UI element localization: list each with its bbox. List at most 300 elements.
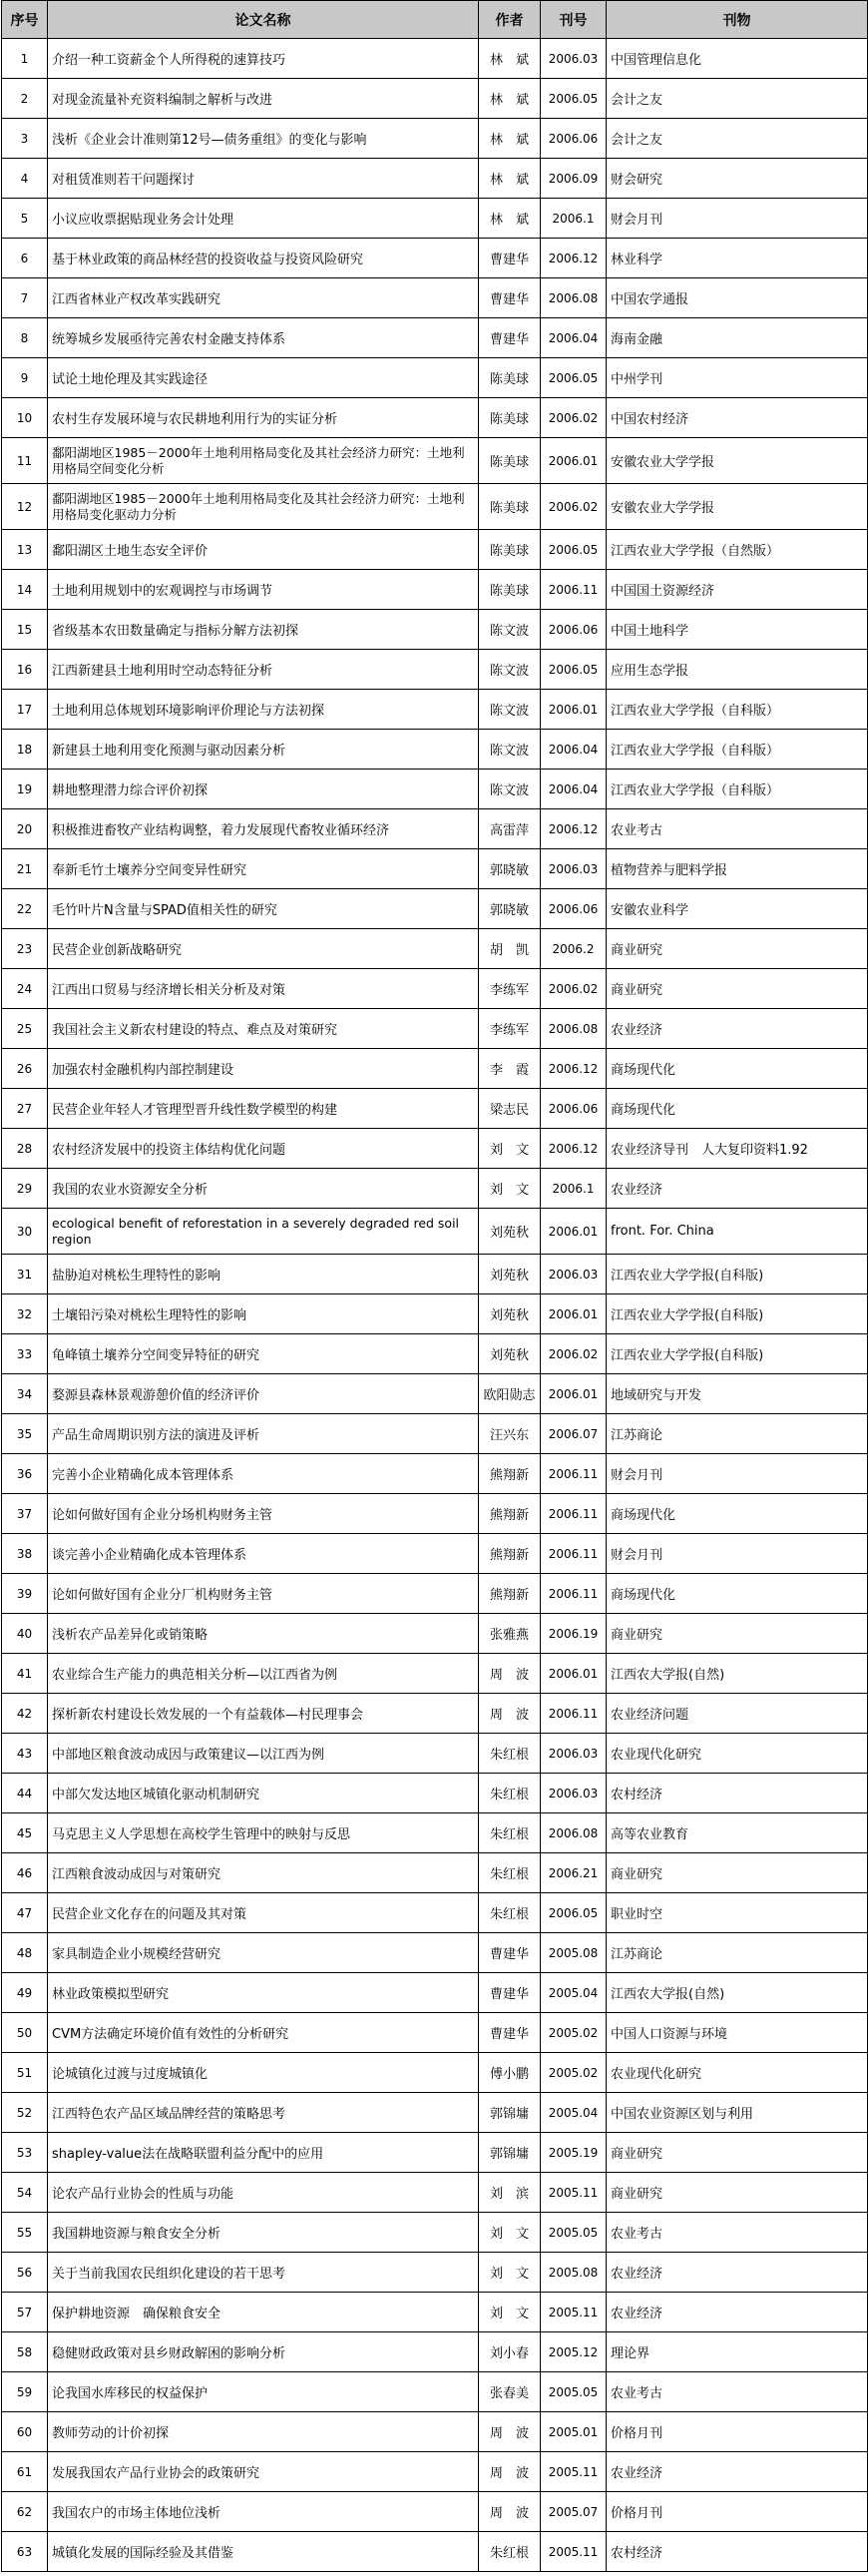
- cell-author: 曹建华: [479, 239, 541, 278]
- cell-author: 陈美球: [479, 438, 541, 484]
- cell-issue: 2005.19: [541, 2133, 607, 2173]
- table-row: [2, 239, 868, 278]
- cell-no: 53: [2, 2133, 48, 2173]
- cell-journal: 安徽农业科学: [607, 889, 868, 929]
- cell-title: 家具制造企业小规模经营研究: [48, 1933, 479, 1973]
- cell-issue: 2006.03: [541, 849, 607, 889]
- cell-title: 江西省林业产权改革实践研究: [48, 278, 479, 318]
- cell-author: 熊翔新: [479, 1534, 541, 1574]
- cell-author: 曹建华: [479, 278, 541, 318]
- cell-title: CVM方法确定环境价值有效性的分析研究: [48, 2013, 479, 2053]
- cell-author: 高雷萍: [479, 809, 541, 849]
- cell-issue: 2005.12: [541, 2332, 607, 2372]
- cell-no: 40: [2, 1614, 48, 1654]
- table-row: [2, 1694, 868, 1734]
- cell-journal: 商业研究: [607, 2133, 868, 2173]
- cell-journal: 江西农业大学学报(自科版): [607, 1255, 868, 1294]
- cell-issue: 2006.05: [541, 650, 607, 690]
- cell-issue: 2005.08: [541, 1933, 607, 1973]
- cell-no: 43: [2, 1734, 48, 1774]
- cell-journal: 会计之友: [607, 119, 868, 159]
- cell-title: 稳健财政政策对县乡财政解困的影响分析: [48, 2332, 479, 2372]
- cell-no: 33: [2, 1334, 48, 1374]
- cell-author: 刘 文: [479, 2293, 541, 2332]
- cell-no: 56: [2, 2253, 48, 2293]
- cell-no: 58: [2, 2332, 48, 2372]
- cell-author: 朱红根: [479, 1774, 541, 1813]
- cell-journal: 财会研究: [607, 159, 868, 199]
- cell-author: 熊翔新: [479, 1574, 541, 1614]
- table-row: [2, 650, 868, 690]
- table-row: [2, 1813, 868, 1853]
- cell-title: 林业政策模拟型研究: [48, 1973, 479, 2013]
- cell-issue: 2005.11: [541, 2293, 607, 2332]
- cell-no: 9: [2, 358, 48, 398]
- table-row: [2, 969, 868, 1009]
- table-row: [2, 849, 868, 889]
- cell-title: 对现金流量补充资料编制之解析与改进: [48, 79, 479, 119]
- cell-no: 23: [2, 929, 48, 969]
- cell-issue: 2006.01: [541, 1374, 607, 1414]
- cell-author: 曹建华: [479, 1973, 541, 2013]
- cell-journal: 商场现代化: [607, 1089, 868, 1129]
- cell-author: 陈美球: [479, 530, 541, 570]
- cell-no: 31: [2, 1255, 48, 1294]
- cell-author: 欧阳勋志: [479, 1374, 541, 1414]
- table-row: [2, 438, 868, 484]
- cell-title: 介绍一种工资薪金个人所得税的速算技巧: [48, 39, 479, 79]
- cell-no: 44: [2, 1774, 48, 1813]
- cell-issue: 2006.11: [541, 1534, 607, 1574]
- cell-author: 陈美球: [479, 398, 541, 438]
- header-title: 论文名称: [48, 1, 479, 39]
- cell-title: 积极推进畜牧产业结构调整，着力发展现代畜牧业循环经济: [48, 809, 479, 849]
- cell-journal: 农业经济: [607, 1169, 868, 1209]
- cell-title: 谈完善小企业精确化成本管理体系: [48, 1534, 479, 1574]
- cell-issue: 2006.01: [541, 438, 607, 484]
- cell-journal: 商业研究: [607, 1614, 868, 1654]
- cell-title: 试论土地伦理及其实践途径: [48, 358, 479, 398]
- table-row: [2, 530, 868, 570]
- cell-author: 林 斌: [479, 199, 541, 239]
- cell-journal: 商业研究: [607, 1853, 868, 1893]
- table-row: [2, 1614, 868, 1654]
- cell-issue: 2006.11: [541, 570, 607, 610]
- cell-journal: 安徽农业大学学报: [607, 484, 868, 530]
- table-row: [2, 39, 868, 79]
- cell-no: 4: [2, 159, 48, 199]
- cell-journal: 中国农村经济: [607, 398, 868, 438]
- cell-title: 我国社会主义新农村建设的特点、难点及对策研究: [48, 1009, 479, 1049]
- cell-issue: 2006.21: [541, 1853, 607, 1893]
- cell-issue: 2006.01: [541, 1294, 607, 1334]
- cell-journal: 农业经济: [607, 2293, 868, 2332]
- header-journal: 刊物: [607, 1, 868, 39]
- cell-title: 江西特色农产品区域品牌经营的策略思考: [48, 2093, 479, 2133]
- cell-author: 李练军: [479, 1009, 541, 1049]
- table-row: [2, 730, 868, 770]
- cell-no: 38: [2, 1534, 48, 1574]
- cell-issue: 2006.06: [541, 610, 607, 650]
- cell-journal: 职业时空: [607, 1893, 868, 1933]
- cell-author: 陈美球: [479, 358, 541, 398]
- cell-journal: 农业经济问题: [607, 1694, 868, 1734]
- cell-author: 林 斌: [479, 39, 541, 79]
- table-row: [2, 1494, 868, 1534]
- cell-issue: 2006.02: [541, 1334, 607, 1374]
- cell-issue: 2005.07: [541, 2492, 607, 2532]
- cell-journal: 商场现代化: [607, 1574, 868, 1614]
- cell-title: 论农产品行业协会的性质与功能: [48, 2173, 479, 2213]
- table-row: [2, 199, 868, 239]
- header-row: [2, 1, 868, 39]
- table-row: [2, 1089, 868, 1129]
- cell-issue: 2006.11: [541, 1454, 607, 1494]
- cell-title: 毛竹叶片N含量与SPAD值相关性的研究: [48, 889, 479, 929]
- cell-title: 我国农户的市场主体地位浅析: [48, 2492, 479, 2532]
- table-row: [2, 610, 868, 650]
- cell-journal: front. For. China: [607, 1209, 868, 1255]
- cell-issue: 2005.11: [541, 2452, 607, 2492]
- cell-journal: 财会月刊: [607, 1454, 868, 1494]
- cell-issue: 2005.05: [541, 2372, 607, 2412]
- cell-title: 中部地区粮食波动成因与政策建议—以江西为例: [48, 1734, 479, 1774]
- cell-author: 周 波: [479, 2412, 541, 2452]
- cell-title: 农村生存发展环境与农民耕地利用行为的实证分析: [48, 398, 479, 438]
- cell-no: 62: [2, 2492, 48, 2532]
- cell-author: 熊翔新: [479, 1494, 541, 1534]
- cell-no: 61: [2, 2452, 48, 2492]
- table-row: [2, 1534, 868, 1574]
- cell-no: 54: [2, 2173, 48, 2213]
- cell-author: 郭晓敏: [479, 849, 541, 889]
- table-row: [2, 119, 868, 159]
- cell-author: 刘小春: [479, 2332, 541, 2372]
- cell-issue: 2005.11: [541, 2532, 607, 2572]
- table-row: [2, 318, 868, 358]
- cell-issue: 2006.07: [541, 1414, 607, 1454]
- cell-no: 27: [2, 1089, 48, 1129]
- cell-author: 周 波: [479, 1654, 541, 1694]
- cell-no: 18: [2, 730, 48, 770]
- cell-issue: 2006.08: [541, 1009, 607, 1049]
- table-row: [2, 1893, 868, 1933]
- cell-no: 2: [2, 79, 48, 119]
- table-row: [2, 358, 868, 398]
- cell-journal: 价格月刊: [607, 2412, 868, 2452]
- cell-no: 22: [2, 889, 48, 929]
- cell-journal: 中国管理信息化: [607, 39, 868, 79]
- cell-journal: 江西农业大学学报（自科版）: [607, 770, 868, 809]
- cell-journal: 商场现代化: [607, 1494, 868, 1534]
- cell-title: 龟峰镇土壤养分空间变异特征的研究: [48, 1334, 479, 1374]
- cell-journal: 农业现代化研究: [607, 2053, 868, 2093]
- cell-author: 胡 凯: [479, 929, 541, 969]
- cell-issue: 2006.05: [541, 358, 607, 398]
- cell-journal: 商场现代化: [607, 1049, 868, 1089]
- cell-title: 土地利用规划中的宏观调控与市场调节: [48, 570, 479, 610]
- table-row: [2, 1334, 868, 1374]
- cell-author: 朱红根: [479, 1734, 541, 1774]
- cell-author: 刘 文: [479, 2253, 541, 2293]
- cell-journal: 中国国土资源经济: [607, 570, 868, 610]
- table-row: [2, 1255, 868, 1294]
- cell-title: 小议应收票据贴现业务会计处理: [48, 199, 479, 239]
- table-row: [2, 278, 868, 318]
- cell-issue: 2005.02: [541, 2053, 607, 2093]
- table-row: [2, 889, 868, 929]
- table-row: [2, 79, 868, 119]
- table-row: [2, 398, 868, 438]
- cell-journal: 商业研究: [607, 929, 868, 969]
- cell-author: 周 波: [479, 1694, 541, 1734]
- cell-title: 论我国水库移民的权益保护: [48, 2372, 479, 2412]
- cell-journal: 财会月刊: [607, 1534, 868, 1574]
- table-row: [2, 1294, 868, 1334]
- cell-no: 35: [2, 1414, 48, 1454]
- cell-author: 刘 滨: [479, 2173, 541, 2213]
- cell-title: 民营企业文化存在的问题及其对策: [48, 1893, 479, 1933]
- table-row: [2, 1374, 868, 1414]
- table-row: [2, 2013, 868, 2053]
- cell-author: 周 波: [479, 2492, 541, 2532]
- cell-no: 8: [2, 318, 48, 358]
- cell-author: 陈文波: [479, 770, 541, 809]
- cell-issue: 2006.03: [541, 1734, 607, 1774]
- cell-issue: 2006.19: [541, 1614, 607, 1654]
- cell-author: 曹建华: [479, 318, 541, 358]
- cell-author: 林 斌: [479, 119, 541, 159]
- cell-no: 5: [2, 199, 48, 239]
- cell-issue: 2006.12: [541, 1049, 607, 1089]
- cell-author: 朱红根: [479, 2532, 541, 2572]
- cell-no: 29: [2, 1169, 48, 1209]
- table-row: [2, 1933, 868, 1973]
- table-row: [2, 2532, 868, 2572]
- cell-journal: 江西农业大学学报(自科版): [607, 1334, 868, 1374]
- cell-title: 盐胁迫对桃松生理特性的影响: [48, 1255, 479, 1294]
- cell-author: 刘 文: [479, 2213, 541, 2253]
- cell-journal: 商业研究: [607, 969, 868, 1009]
- cell-title: 探析新农村建设长效发展的一个有益载体—村民理事会: [48, 1694, 479, 1734]
- table-row: [2, 1774, 868, 1813]
- cell-journal: 江西农业大学学报(自科版): [607, 1294, 868, 1334]
- table-row: [2, 484, 868, 530]
- cell-journal: 农村经济: [607, 1774, 868, 1813]
- cell-journal: 江苏商论: [607, 1933, 868, 1973]
- cell-title: 我国的农业水资源安全分析: [48, 1169, 479, 1209]
- table-row: [2, 929, 868, 969]
- header-no: 序号: [2, 1, 48, 39]
- cell-journal: 中国农业资源区划与利用: [607, 2093, 868, 2133]
- cell-title: 中部欠发达地区城镇化驱动机制研究: [48, 1774, 479, 1813]
- cell-no: 34: [2, 1374, 48, 1414]
- cell-no: 17: [2, 690, 48, 730]
- cell-title: ecological benefit of reforestation in a severely degraded red soil region: [48, 1209, 479, 1255]
- cell-title: 鄱阳湖地区1985－2000年土地利用格局变化及其社会经济力研究：土地利用格局变化驱动力分析: [48, 484, 479, 530]
- table-row: [2, 1414, 868, 1454]
- cell-no: 26: [2, 1049, 48, 1089]
- cell-no: 48: [2, 1933, 48, 1973]
- cell-journal: 财会月刊: [607, 199, 868, 239]
- cell-title: 论如何做好国有企业分厂机构财务主管: [48, 1574, 479, 1614]
- cell-no: 60: [2, 2412, 48, 2452]
- cell-issue: 2005.02: [541, 2013, 607, 2053]
- cell-author: 朱红根: [479, 1893, 541, 1933]
- cell-author: 陈美球: [479, 570, 541, 610]
- cell-title: 浅析《企业会计准则第12号—债务重组》的变化与影响: [48, 119, 479, 159]
- cell-no: 45: [2, 1813, 48, 1853]
- cell-issue: 2006.05: [541, 1893, 607, 1933]
- table-row: [2, 2173, 868, 2213]
- table-row: [2, 2332, 868, 2372]
- cell-title: 保护耕地资源 确保粮食安全: [48, 2293, 479, 2332]
- cell-title: 土壤铅污染对桃松生理特性的影响: [48, 1294, 479, 1334]
- cell-title: 完善小企业精确化成本管理体系: [48, 1454, 479, 1494]
- table-row: [2, 690, 868, 730]
- cell-issue: 2006.02: [541, 969, 607, 1009]
- cell-title: 奉新毛竹土壤养分空间变异性研究: [48, 849, 479, 889]
- cell-issue: 2006.12: [541, 239, 607, 278]
- table-row: [2, 1853, 868, 1893]
- cell-no: 30: [2, 1209, 48, 1255]
- table-row: [2, 809, 868, 849]
- cell-title: 论城镇化过渡与过度城镇化: [48, 2053, 479, 2093]
- cell-no: 39: [2, 1574, 48, 1614]
- cell-issue: 2006.01: [541, 1209, 607, 1255]
- cell-author: 李练军: [479, 969, 541, 1009]
- cell-no: 50: [2, 2013, 48, 2053]
- cell-issue: 2005.05: [541, 2213, 607, 2253]
- cell-title: 基于林业政策的商品林经营的投资收益与投资风险研究: [48, 239, 479, 278]
- cell-no: 52: [2, 2093, 48, 2133]
- table-row: [2, 2053, 868, 2093]
- cell-author: 熊翔新: [479, 1454, 541, 1494]
- cell-author: 曹建华: [479, 2013, 541, 2053]
- table-row: [2, 1169, 868, 1209]
- cell-issue: 2006.1: [541, 199, 607, 239]
- cell-author: 陈文波: [479, 730, 541, 770]
- cell-issue: 2006.04: [541, 318, 607, 358]
- cell-issue: 2006.01: [541, 690, 607, 730]
- cell-no: 12: [2, 484, 48, 530]
- cell-journal: 江苏商论: [607, 1414, 868, 1454]
- cell-issue: 2006.09: [541, 159, 607, 199]
- cell-title: shapley-value法在战略联盟利益分配中的应用: [48, 2133, 479, 2173]
- cell-journal: 商业研究: [607, 2173, 868, 2213]
- cell-journal: 植物营养与肥料学报: [607, 849, 868, 889]
- cell-journal: 中国农学通报: [607, 278, 868, 318]
- table-row: [2, 1049, 868, 1089]
- cell-journal: 高等农业教育: [607, 1813, 868, 1853]
- cell-author: 傅小鹏: [479, 2053, 541, 2093]
- cell-no: 25: [2, 1009, 48, 1049]
- cell-title: 教师劳动的计价初探: [48, 2412, 479, 2452]
- table-row: [2, 2093, 868, 2133]
- cell-issue: 2006.03: [541, 39, 607, 79]
- cell-issue: 2006.06: [541, 889, 607, 929]
- cell-author: 梁志民: [479, 1089, 541, 1129]
- cell-no: 28: [2, 1129, 48, 1169]
- cell-journal: 江西农大学报(自然): [607, 1973, 868, 2013]
- cell-title: 发展我国农产品行业协会的政策研究: [48, 2452, 479, 2492]
- cell-author: 陈文波: [479, 610, 541, 650]
- cell-journal: 价格月刊: [607, 2492, 868, 2532]
- cell-issue: 2005.01: [541, 2412, 607, 2452]
- cell-title: 城镇化发展的国际经验及其借鉴: [48, 2532, 479, 2572]
- cell-journal: 江西农大学报(自然): [607, 1654, 868, 1694]
- table-row: [2, 2372, 868, 2412]
- cell-author: 郭晓敏: [479, 889, 541, 929]
- cell-author: 陈文波: [479, 650, 541, 690]
- cell-title: 江西出口贸易与经济增长相关分析及对策: [48, 969, 479, 1009]
- papers-table: [1, 0, 868, 2572]
- cell-no: 36: [2, 1454, 48, 1494]
- table-row: [2, 2133, 868, 2173]
- cell-no: 55: [2, 2213, 48, 2253]
- cell-no: 7: [2, 278, 48, 318]
- cell-author: 张春美: [479, 2372, 541, 2412]
- cell-no: 24: [2, 969, 48, 1009]
- cell-no: 51: [2, 2053, 48, 2093]
- cell-issue: 2006.11: [541, 1494, 607, 1534]
- cell-journal: 林业科学: [607, 239, 868, 278]
- table-row: [2, 1574, 868, 1614]
- cell-title: 关于当前我国农民组织化建设的若干思考: [48, 2253, 479, 2293]
- table-row: [2, 1654, 868, 1694]
- cell-issue: 2006.06: [541, 119, 607, 159]
- cell-author: 刘苑秋: [479, 1255, 541, 1294]
- cell-author: 林 斌: [479, 159, 541, 199]
- table-row: [2, 770, 868, 809]
- cell-journal: 农业考古: [607, 809, 868, 849]
- cell-journal: 农业经济: [607, 1009, 868, 1049]
- cell-journal: 江西农业大学学报（自科版）: [607, 690, 868, 730]
- cell-issue: 2006.2: [541, 929, 607, 969]
- cell-author: 刘苑秋: [479, 1334, 541, 1374]
- cell-title: 对租赁准则若干问题探讨: [48, 159, 479, 199]
- cell-issue: 2006.12: [541, 809, 607, 849]
- cell-no: 16: [2, 650, 48, 690]
- table-row: [2, 2293, 868, 2332]
- cell-journal: 地域研究与开发: [607, 1374, 868, 1414]
- cell-issue: 2006.08: [541, 1813, 607, 1853]
- cell-author: 郭锦墉: [479, 2093, 541, 2133]
- cell-author: 曹建华: [479, 1933, 541, 1973]
- cell-title: 农村经济发展中的投资主体结构优化问题: [48, 1129, 479, 1169]
- cell-author: 李 霞: [479, 1049, 541, 1089]
- cell-journal: 农业经济导刊 人大复印资料1.92: [607, 1129, 868, 1169]
- cell-no: 49: [2, 1973, 48, 2013]
- cell-issue: 2006.11: [541, 1694, 607, 1734]
- cell-no: 46: [2, 1853, 48, 1893]
- cell-title: 省级基本农田数量确定与指标分解方法初探: [48, 610, 479, 650]
- table-row: [2, 159, 868, 199]
- cell-author: 陈美球: [479, 484, 541, 530]
- cell-title: 江西粮食波动成因与对策研究: [48, 1853, 479, 1893]
- cell-title: 民营企业创新战略研究: [48, 929, 479, 969]
- cell-no: 42: [2, 1694, 48, 1734]
- cell-author: 刘苑秋: [479, 1294, 541, 1334]
- cell-author: 刘 文: [479, 1169, 541, 1209]
- cell-title: 我国耕地资源与粮食安全分析: [48, 2213, 479, 2253]
- header-issue: 刊号: [541, 1, 607, 39]
- cell-issue: 2006.03: [541, 1774, 607, 1813]
- cell-author: 周 波: [479, 2452, 541, 2492]
- table-body: [2, 39, 868, 2572]
- cell-author: 林 斌: [479, 79, 541, 119]
- cell-journal: 江西农业大学学报（自科版）: [607, 730, 868, 770]
